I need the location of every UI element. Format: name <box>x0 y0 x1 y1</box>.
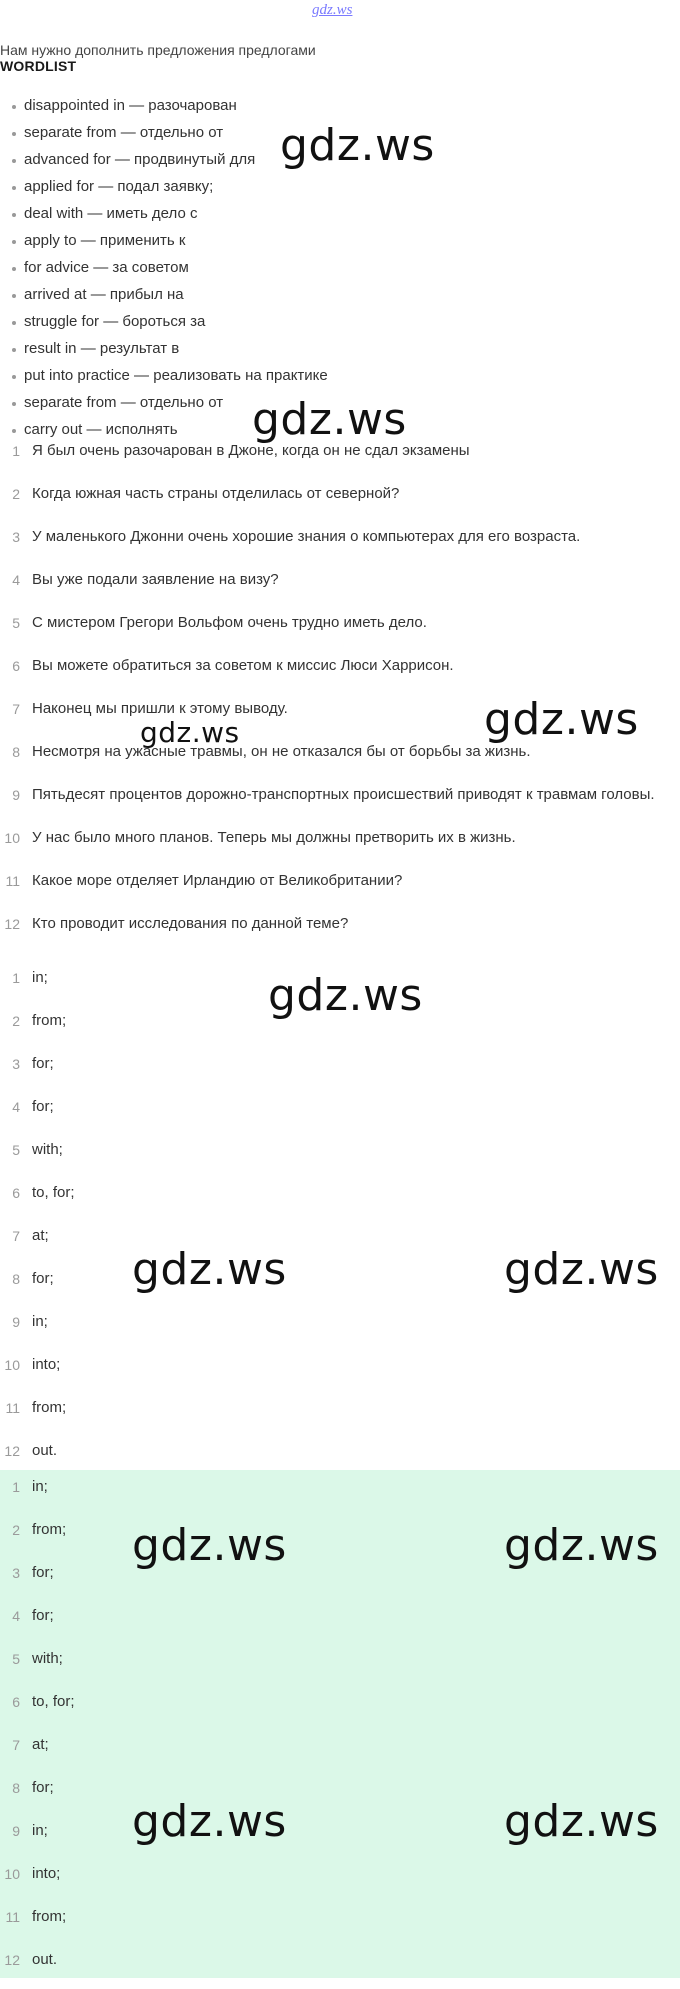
sentence-item <box>0 480 680 523</box>
item-text: out. <box>32 1442 58 1459</box>
item-text: into; <box>32 1865 61 1882</box>
sentence-item <box>0 609 680 652</box>
highlighted-answer-item <box>0 1860 680 1903</box>
highlighted-answer-item <box>0 1903 680 1946</box>
item-number: 11 <box>5 873 20 889</box>
item-number: 7 <box>12 1737 20 1753</box>
item-number: 1 <box>12 970 20 986</box>
sentence-item <box>0 566 680 609</box>
answer-item <box>0 1265 680 1308</box>
sentence-item <box>0 437 680 480</box>
item-number: 12 <box>4 1443 20 1459</box>
item-text: С мистером Грегори Вольфом очень трудно иметь дело. <box>32 614 427 631</box>
item-text: Когда южная часть страны отделилась от северной? <box>32 485 400 502</box>
item-number: 4 <box>12 572 20 588</box>
item-number: 3 <box>12 1565 20 1581</box>
item-text: for; <box>32 1607 54 1624</box>
item-text: in; <box>32 969 48 986</box>
answer-item <box>0 1050 680 1093</box>
item-text: for; <box>32 1779 54 1796</box>
item-text: at; <box>32 1227 49 1244</box>
item-number: 1 <box>12 443 20 459</box>
item-number: 12 <box>4 916 20 932</box>
watermark: gdz.ws <box>504 1520 659 1571</box>
item-number: 7 <box>12 701 20 717</box>
item-number: 10 <box>4 830 20 846</box>
wordlist-item: carry out — исполнять <box>0 416 328 443</box>
sentence-list <box>0 437 680 953</box>
wordlist-item: for advice — за советом <box>0 254 328 281</box>
sentence-item <box>0 652 680 695</box>
sentence-item <box>0 910 680 953</box>
watermark: gdz.ws <box>504 1244 659 1295</box>
item-text: from; <box>32 1012 67 1029</box>
answer-item <box>0 1007 680 1050</box>
item-text: for; <box>32 1055 54 1072</box>
watermark: gdz.ws <box>132 1520 287 1571</box>
intro-text-cut <box>0 36 420 58</box>
wordlist-item: put into practice — реализовать на практике <box>0 362 328 389</box>
item-text: with; <box>32 1650 63 1667</box>
item-text: Вы можете обратиться за советом к миссис Люси Харрисон. <box>32 657 454 674</box>
answer-list <box>0 964 680 1480</box>
highlighted-answer-item <box>0 1731 680 1774</box>
item-text: into; <box>32 1356 61 1373</box>
sentence-item <box>0 523 680 566</box>
item-text: Пятьдесят процентов дорожно-транспортных происшествий приводят к травмам головы. <box>32 786 655 803</box>
wordlist-item: apply to — применить к <box>0 227 328 254</box>
item-number: 6 <box>12 658 20 674</box>
sentence-item <box>0 738 680 781</box>
highlighted-answer-item <box>0 1774 680 1817</box>
watermark: gdz.ws <box>268 970 423 1021</box>
answer-item <box>0 1394 680 1437</box>
wordlist-item: deal with — иметь дело с <box>0 200 328 227</box>
item-number: 4 <box>12 1099 20 1115</box>
item-text: out. <box>32 1951 58 1968</box>
wordlist-item: struggle for — бороться за <box>0 308 328 335</box>
answer-item <box>0 1136 680 1179</box>
item-text: Я был очень разочарован в Джоне, когда он не сдал экзамены <box>32 442 470 459</box>
wordlist-item: separate from — отдельно от <box>0 389 328 416</box>
item-text: Какое море отделяет Ирландию от Великобритании? <box>32 872 403 889</box>
item-text: at; <box>32 1736 49 1753</box>
item-number: 8 <box>12 744 20 760</box>
item-number: 3 <box>12 1056 20 1072</box>
sentence-item <box>0 867 680 910</box>
intro-text: Нам нужно дополнить предложения предлогами <box>0 42 316 58</box>
wordlist <box>0 92 328 443</box>
watermark: gdz.ws <box>132 1796 287 1847</box>
item-text: to, for; <box>32 1184 75 1201</box>
answer-item <box>0 964 680 1007</box>
item-number: 2 <box>12 486 20 502</box>
wordlist-item: applied for — подал заявку; <box>0 173 328 200</box>
item-number: 8 <box>12 1780 20 1796</box>
item-number: 6 <box>12 1694 20 1710</box>
watermark: gdz.ws <box>132 1244 287 1295</box>
highlighted-answer-item <box>0 1817 680 1860</box>
item-number: 11 <box>5 1400 20 1416</box>
item-number: 5 <box>12 1142 20 1158</box>
watermark: gdz.ws <box>484 694 639 745</box>
sentence-item <box>0 781 680 824</box>
item-text: in; <box>32 1313 48 1330</box>
item-number: 1 <box>12 1479 20 1495</box>
item-number: 6 <box>12 1185 20 1201</box>
item-text: for; <box>32 1098 54 1115</box>
watermark: gdz.ws <box>504 1796 659 1847</box>
item-text: in; <box>32 1478 48 1495</box>
answer-item <box>0 1308 680 1351</box>
item-text: Несмотря на ужасные травмы, он не отказался бы от борьбы за жизнь. <box>32 743 531 760</box>
item-number: 10 <box>4 1357 20 1373</box>
watermark: gdz.ws <box>252 394 407 445</box>
item-text: for; <box>32 1270 54 1287</box>
item-number: 9 <box>12 1823 20 1839</box>
item-number: 2 <box>12 1013 20 1029</box>
wordlist-heading: WORDLIST <box>0 58 77 74</box>
wordlist-container <box>0 92 680 438</box>
item-text: У нас было много планов. Теперь мы должны претворить их в жизнь. <box>32 829 516 846</box>
item-text: in; <box>32 1822 48 1839</box>
wordlist-item: separate from — отдельно от <box>0 119 328 146</box>
item-number: 10 <box>4 1866 20 1882</box>
wordlist-item: result in — результат в <box>0 335 328 362</box>
item-number: 4 <box>12 1608 20 1624</box>
item-number: 11 <box>5 1909 20 1925</box>
wordlist-item: arrived at — прибыл на <box>0 281 328 308</box>
highlighted-answer-item <box>0 1688 680 1731</box>
answer-item <box>0 1351 680 1394</box>
wordlist-item: advanced for — продвинутый для <box>0 146 328 173</box>
item-text: Вы уже подали заявление на визу? <box>32 571 279 588</box>
item-text: from; <box>32 1521 67 1538</box>
answer-item <box>0 1222 680 1265</box>
item-text: to, for; <box>32 1693 75 1710</box>
top-logo[interactable]: gdz.ws <box>312 2 353 18</box>
wordlist-item: disappointed in — разочарован <box>0 92 328 119</box>
item-number: 2 <box>12 1522 20 1538</box>
answer-item <box>0 1179 680 1222</box>
item-text: Кто проводит исследования по данной теме? <box>32 915 349 932</box>
highlighted-answer-item <box>0 1473 680 1516</box>
item-text: for; <box>32 1564 54 1581</box>
answer-item <box>0 1093 680 1136</box>
item-number: 3 <box>12 529 20 545</box>
item-number: 8 <box>12 1271 20 1287</box>
sentence-item <box>0 695 680 738</box>
watermark: gdz.ws <box>140 716 240 749</box>
item-number: 12 <box>4 1952 20 1968</box>
item-number: 9 <box>12 1314 20 1330</box>
item-text: Наконец мы пришли к этому выводу. <box>32 700 288 717</box>
item-number: 5 <box>12 615 20 631</box>
highlighted-answer-list <box>0 1473 680 1989</box>
highlighted-answer-item <box>0 1946 680 1989</box>
highlighted-answer-item <box>0 1559 680 1602</box>
item-text: У маленького Джонни очень хорошие знания о компьютерах для его возраста. <box>32 528 581 545</box>
item-number: 9 <box>12 787 20 803</box>
item-text: from; <box>32 1399 67 1416</box>
highlighted-answer-item <box>0 1602 680 1645</box>
item-number: 7 <box>12 1228 20 1244</box>
highlighted-answer-item <box>0 1645 680 1688</box>
sentence-item <box>0 824 680 867</box>
item-text: from; <box>32 1908 67 1925</box>
item-text: with; <box>32 1141 63 1158</box>
watermark: gdz.ws <box>280 120 435 171</box>
highlighted-answer-item <box>0 1516 680 1559</box>
item-number: 5 <box>12 1651 20 1667</box>
